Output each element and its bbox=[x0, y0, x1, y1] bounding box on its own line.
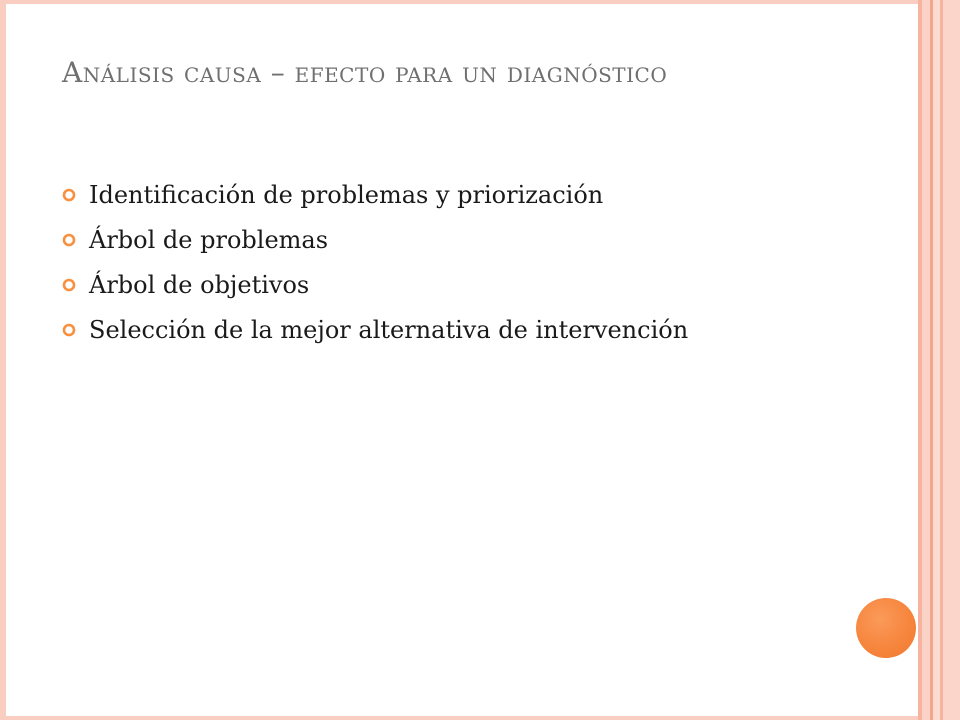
list-item bbox=[62, 217, 882, 262]
ring-bullet-icon bbox=[62, 188, 76, 202]
list-item bbox=[62, 172, 882, 217]
bullet-text: Árbol de objetivos bbox=[89, 270, 310, 299]
orange-circle-icon bbox=[856, 598, 916, 658]
ring-bullet-icon bbox=[62, 233, 76, 247]
bottom-border bbox=[0, 716, 918, 720]
bullet-text: Identificación de problemas y priorización bbox=[89, 180, 604, 209]
bullet-text: Selección de la mejor alternativa de intervención bbox=[89, 315, 689, 344]
bullet-text: Árbol de problemas bbox=[89, 225, 329, 254]
left-border bbox=[0, 0, 6, 720]
slide-title: Análisis causa – efecto para un diagnóstico bbox=[62, 56, 668, 89]
ring-bullet-icon bbox=[62, 323, 76, 337]
list-item bbox=[62, 262, 882, 307]
bullet-list bbox=[62, 172, 882, 352]
ring-bullet-icon bbox=[62, 278, 76, 292]
list-item bbox=[62, 307, 882, 352]
right-stripes bbox=[918, 0, 960, 720]
top-border bbox=[0, 0, 918, 4]
